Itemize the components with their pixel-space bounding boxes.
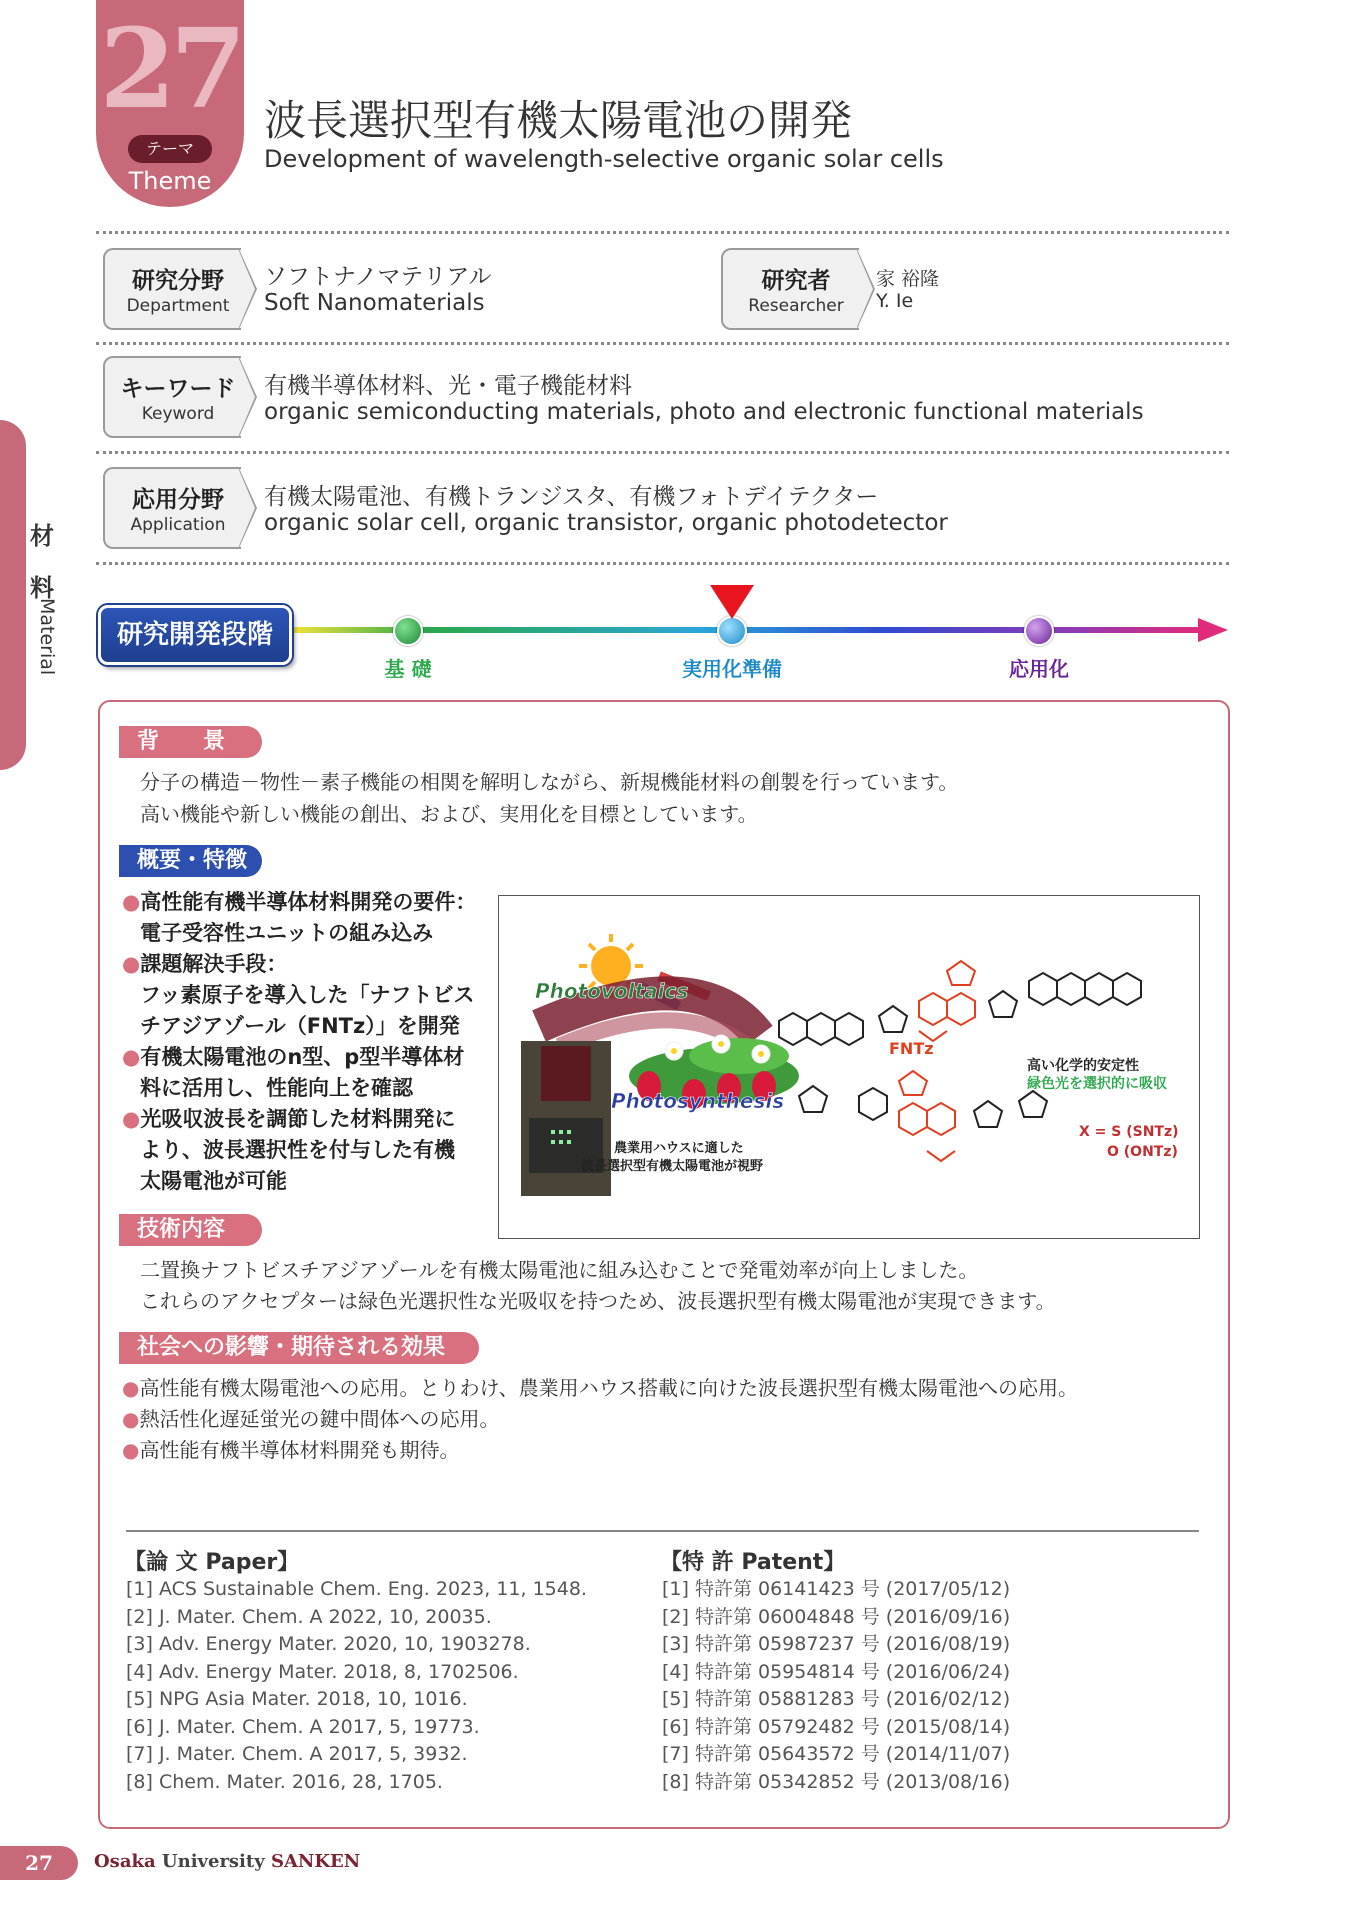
x-equals-s-label: X = S (SNTz) xyxy=(1079,1124,1179,1140)
stage-arrow-icon xyxy=(1198,618,1228,642)
divider xyxy=(96,231,1229,234)
divider xyxy=(96,342,1229,345)
impact-heading: 社会への影響・期待される効果 xyxy=(119,1332,479,1364)
page-title-en: Development of wavelength-selective organic solar cells xyxy=(264,145,944,173)
papers-heading: 【論 文 Paper】 xyxy=(124,1550,300,1575)
technology-heading: 技術内容 xyxy=(119,1214,262,1246)
background-text-line: 高い機能や新しい機能の創出、および、実用化を目標としています。 xyxy=(140,802,758,826)
list-item: ●光吸収波長を調節した材料開発に より、波長選択性を付与した有機 太陽電池が可能 xyxy=(122,1107,456,1193)
theme-number: 27 xyxy=(99,4,241,133)
figure-caption-line: 農業用ハウスに適した xyxy=(614,1141,744,1156)
divider xyxy=(96,562,1229,565)
paper-item: [8] Chem. Mater. 2016, 28, 1705. xyxy=(126,1770,443,1793)
photosynthesis-label: Photosynthesis xyxy=(611,1089,785,1113)
list-item: ●熱活性化遅延蛍光の鍵中間体への応用。 xyxy=(122,1407,500,1431)
keyword-value-jp: 有機半導体材料、光・電子機能材料 xyxy=(264,373,632,399)
theme-word: Theme xyxy=(128,167,212,195)
paper-item: [5] NPG Asia Mater. 2018, 10, 1016. xyxy=(126,1688,468,1710)
paper-item: [2] J. Mater. Chem. A 2022, 10, 20035. xyxy=(126,1605,492,1628)
researcher-label: 研究者 Researcher xyxy=(721,248,881,330)
application-value-jp: 有機太陽電池、有機トランジスタ、有機フォトデイテクター xyxy=(264,484,879,510)
divider xyxy=(96,451,1229,454)
list-item: ●有機太陽電池のn型、p型半導体材 料に活用し、性能向上を確認 xyxy=(122,1045,465,1100)
stage-label-practical: 実用化準備 xyxy=(682,657,782,681)
patent-item: [5] 特許第 05881283 号 (2016/02/12) xyxy=(662,1688,1011,1710)
paper-item: [1] ACS Sustainable Chem. Eng. 2023, 11, 1548. xyxy=(126,1578,587,1600)
list-item: ●高性能有機半導体材料開発の要件： 電子受容性ユニットの組み込み xyxy=(122,890,477,945)
stage-label-application: 応用化 xyxy=(1009,657,1069,681)
patent-item: [2] 特許第 06004848 号 (2016/09/16) xyxy=(662,1605,1011,1628)
side-tab xyxy=(0,420,26,770)
paper-item: [7] J. Mater. Chem. A 2017, 5, 3932. xyxy=(126,1743,468,1765)
green-absorb-label: 緑色光を選択的に吸収 xyxy=(1027,1076,1167,1092)
list-item: ●高性能有機太陽電池への応用。とりわけ、農業用ハウス搭載に向けた波長選択型有機太陽電池への応用。 xyxy=(122,1376,1079,1400)
department-label: 研究分野 Department xyxy=(103,248,263,330)
impact-bullets xyxy=(122,1373,1192,1466)
patent-item: [3] 特許第 05987237 号 (2016/08/19) xyxy=(662,1633,1011,1655)
fntz-molecule xyxy=(779,1006,907,1045)
patent-item: [4] 特許第 05954814 号 (2016/06/24) xyxy=(662,1660,1011,1683)
patent-item: [1] 特許第 06141423 号 (2017/05/12) xyxy=(662,1578,1011,1600)
stage-label-basic: 基 礎 xyxy=(384,657,432,681)
photovoltaics-label: Photovoltaics xyxy=(535,979,689,1003)
paper-item: [4] Adv. Energy Mater. 2018, 8, 1702506. xyxy=(126,1660,519,1683)
references-divider xyxy=(126,1530,1199,1532)
figure-caption-line: 波長選択型有機太陽電池が視野 xyxy=(581,1159,764,1174)
application-label: 応用分野 Application xyxy=(103,467,263,549)
department-value-jp: ソフトナノマテリアル xyxy=(264,264,492,290)
patents-list xyxy=(662,1576,1010,1796)
side-label-jp: 材 料 xyxy=(30,522,54,602)
department-value-en: Soft Nanomaterials xyxy=(264,290,485,316)
theme-pill: テーマ xyxy=(128,135,212,163)
overview-heading: 概要・特徴 xyxy=(119,845,262,877)
background-heading: 背 景 xyxy=(119,726,262,758)
application-value-en: organic solar cell, organic transistor, organic photodetector xyxy=(264,510,948,536)
figure-illustration xyxy=(499,896,1199,1238)
x-equals-o-label: O (ONTz) xyxy=(1107,1144,1178,1160)
background-text-line: 分子の構造－物性－素子機能の相関を解明しながら、新規機能材料の創製を行っています。 xyxy=(140,770,959,794)
paper-item: [3] Adv. Energy Mater. 2020, 10, 1903278. xyxy=(126,1633,531,1655)
paper-item: [6] J. Mater. Chem. A 2017, 5, 19773. xyxy=(126,1715,480,1738)
technology-text-line: これらのアクセプターは緑色光選択性な光吸収を持つため、波長選択型有機太陽電池が実現できます。 xyxy=(140,1289,1056,1313)
side-label-en: Material xyxy=(36,598,58,676)
stage-dot-application xyxy=(1024,616,1054,646)
patents-heading: 【特 許 Patent】 xyxy=(660,1550,846,1575)
stage-current-pointer-icon xyxy=(710,585,754,619)
overview-bullets xyxy=(122,887,492,1197)
keyword-label: キーワード Keyword xyxy=(103,356,263,438)
stage-dot-basic xyxy=(393,616,423,646)
researcher-value-jp: 家 裕隆 xyxy=(876,268,940,290)
page-title-jp: 波長選択型有機太陽電池の開発 xyxy=(264,96,853,145)
stage-title: 研究開発段階 xyxy=(98,605,292,665)
fntz-label: FNTz xyxy=(889,1039,934,1058)
patent-item: [6] 特許第 05792482 号 (2015/08/14) xyxy=(662,1715,1011,1738)
patent-item: [7] 特許第 05643572 号 (2014/11/07) xyxy=(662,1743,1011,1765)
papers-list xyxy=(126,1576,587,1796)
list-item: ●課題解決手段： フッ素原子を導入した「ナフトビス チアジアゾール（FNTz）」を開発 xyxy=(122,952,475,1038)
stability-label: 高い化学的安定性 xyxy=(1027,1058,1139,1074)
researcher-value-en: Y. Ie xyxy=(876,290,914,312)
list-item: ●高性能有機半導体材料開発も期待。 xyxy=(122,1438,460,1462)
keyword-value-en: organic semiconducting materials, photo and electronic functional materials xyxy=(264,399,1144,425)
footer-organization: Osaka University SANKEN xyxy=(94,1851,361,1872)
stage-dot-practical xyxy=(717,616,747,646)
patent-item: [8] 特許第 05342852 号 (2013/08/16) xyxy=(662,1770,1011,1793)
research-figure xyxy=(498,895,1200,1239)
page-number: 27 xyxy=(0,1846,78,1880)
technology-text-line: 二置換ナフトビスチアジアゾールを有機太陽電池に組み込むことで発電効率が向上しました。 xyxy=(140,1258,979,1282)
